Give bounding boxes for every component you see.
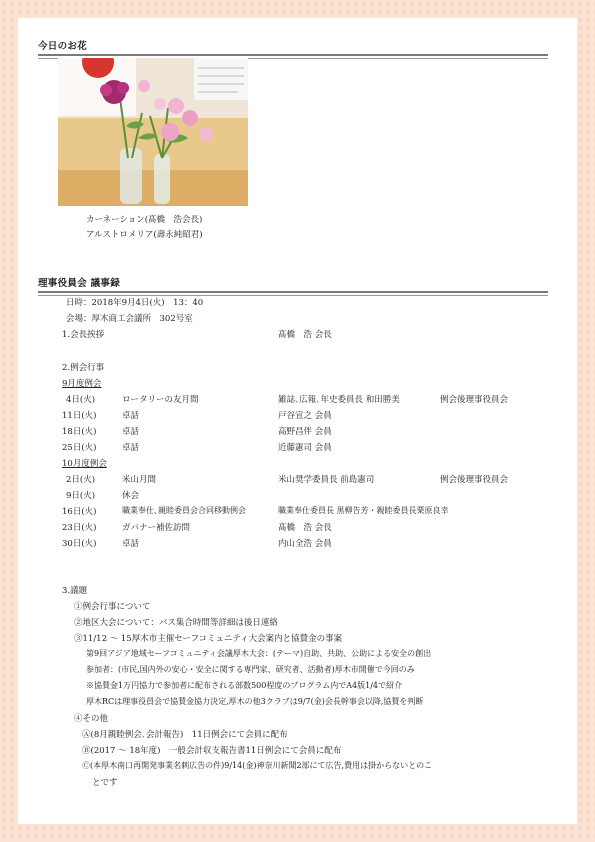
sep-row-2-title: 卓話	[122, 411, 140, 421]
sep-row-1-note: 例会後理事役員会	[440, 395, 509, 405]
agenda-line: ①例会行事について	[74, 602, 151, 612]
agenda-line: Ⓒ(本厚木南口再開発事業名刺広告の件)9/14(金)神奈川新聞2部にて広告,費用は掛からないとのこ	[82, 761, 433, 770]
oct-row-1-title: 米山月間	[122, 475, 157, 485]
oct-row-3-date: 16日(火)	[62, 507, 97, 517]
sep-row-1-date: 4日(火)	[66, 395, 96, 405]
minutes-section-title: 理事役員会 議事録	[38, 275, 548, 293]
oct-row-5-title: 卓話	[122, 539, 140, 549]
october-heading: 10月度例会	[62, 459, 107, 469]
oct-row-1-person: 米山奨学委員長 前島憲司	[278, 475, 375, 485]
oct-row-3-title: 職業奉仕､親睦委員会合同移動例会	[122, 506, 246, 515]
item2-label: 2.例会行事	[62, 363, 105, 373]
item1-person: 髙橋 浩 会長	[278, 330, 332, 340]
oct-row-2-date: 9日(火)	[66, 491, 96, 501]
sep-row-1-title: ロータリーの友月間	[122, 395, 199, 405]
sep-row-3-date: 18日(火)	[62, 427, 97, 437]
sep-row-3-title: 卓話	[122, 427, 140, 437]
agenda-line: Ⓐ(8月親睦例会､会計報告) 11日例会にて会員に配布	[82, 730, 288, 740]
agenda-line: 参加者：(市民,国内外の安心・安全に関する専門家、研究者、活動者)厚木市開催で今回のみ	[86, 665, 415, 674]
oct-row-1-note: 例会後理事役員会	[440, 475, 509, 485]
agenda-line: ③11/12 ～ 15厚木市主催セーフコミュニティ大会案内と協賛金の事案	[74, 634, 343, 644]
sep-row-3-person: 高野昌伴 会員	[278, 427, 332, 437]
item1-label: 1.会長挨拶	[62, 330, 105, 340]
agenda-line: 厚木RCは理事役員会で協賛金協力決定,厚木の他3クラブは9/7(金)会長幹事会以降,協賛を判断	[86, 697, 424, 706]
oct-row-2-title: 休会	[122, 491, 140, 501]
oct-row-4-date: 23日(火)	[62, 523, 97, 533]
meeting-venue: 会場：厚木商工会議所 302号室	[66, 314, 193, 324]
agenda-line: 第9回アジア地域セーフコミュニティ会議厚木大会：(テーマ)自助、共助、公助による安全の創出	[86, 649, 432, 658]
oct-row-5-date: 30日(火)	[62, 539, 97, 549]
flower-caption-1: カーネーション(髙橋 浩会長)	[86, 215, 203, 225]
agenda-line: ②地区大会について：バス集合時間等詳細は後日連絡	[74, 618, 278, 628]
flower-photo	[58, 58, 248, 206]
september-heading: 9月度例会	[62, 379, 102, 389]
item3-label: 3.議題	[62, 586, 88, 596]
flower-caption-2: アルストロメリア(壽永純昭君)	[86, 230, 203, 240]
flower-section-title: 今日のお花	[38, 38, 548, 56]
sep-row-2-person: 戸谷宣之 会員	[278, 411, 332, 421]
agenda-line: Ⓑ(2017 ～ 18年度) 一般会計収支報告書11日例会にて会員に配布	[82, 746, 342, 756]
agenda-line: ④その他	[74, 714, 109, 724]
oct-row-4-title: ガバナー補佐訪問	[122, 523, 191, 533]
agenda-line: ※協賛金1万円協力で参加者に配布される部数500程度のプログラム内でA4版1/4で紹介	[86, 681, 403, 690]
sep-row-2-date: 11日(火)	[62, 411, 97, 421]
meeting-datetime: 日時：2018年9月4日(火) 13：40	[66, 298, 204, 308]
oct-row-3-person: 職業奉仕委員長 黒柳告芳・親睦委員長栗原良幸	[278, 506, 449, 515]
sep-row-1-person: 雑誌､広報､年史委員長 和田勝美	[278, 395, 400, 405]
oct-row-1-date: 2日(火)	[66, 475, 96, 485]
sep-row-4-title: 卓話	[122, 443, 140, 453]
oct-row-5-person: 内山全浩 会員	[278, 539, 332, 549]
sep-row-4-date: 25日(火)	[62, 443, 97, 453]
agenda-line: とです	[92, 778, 118, 788]
page	[18, 18, 577, 824]
oct-row-4-person: 髙橋 浩 会長	[278, 523, 332, 533]
sep-row-4-person: 近藤憲司 会員	[278, 443, 332, 453]
